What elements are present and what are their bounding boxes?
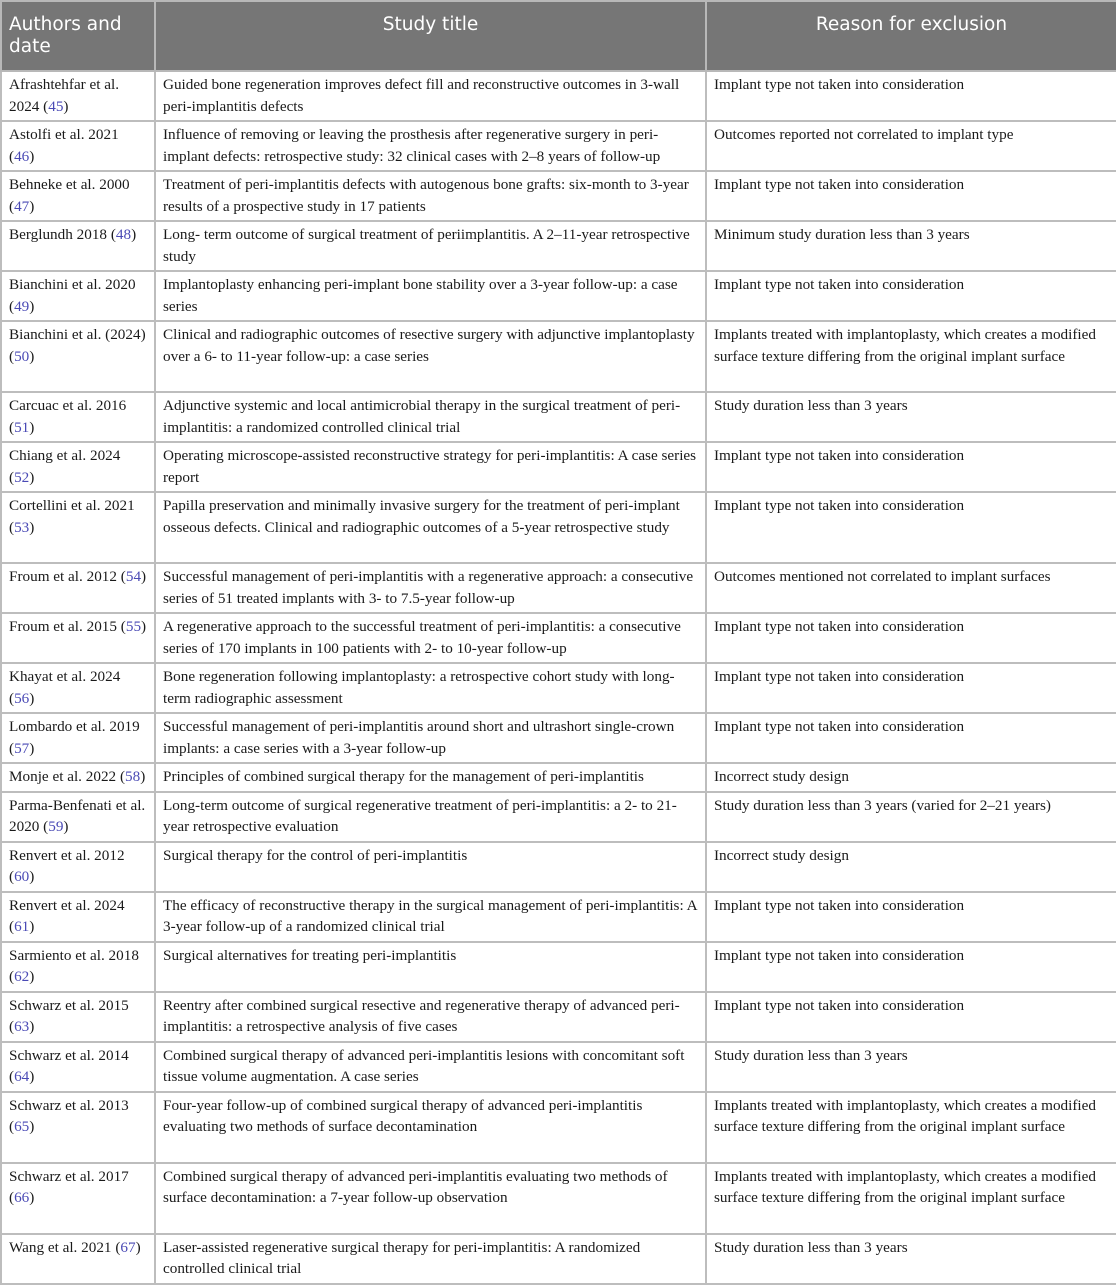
cell-authors-and-date: Schwarz et al. 2014 (64) <box>1 1042 155 1092</box>
table-row <box>1 321 1116 392</box>
cell-study-title: Combined surgical therapy of advanced peri-implantitis evaluating two methods of surface decontamination: a 7-year follow-up observation <box>155 1163 706 1234</box>
table-row <box>1 942 1116 992</box>
cell-reason-for-exclusion: Implant type not taken into consideration <box>706 713 1116 763</box>
reference-link[interactable]: 63 <box>14 1018 30 1035</box>
cell-reason-for-exclusion: Implant type not taken into consideration <box>706 442 1116 492</box>
author-text: Wang et al. 2021 <box>9 1238 112 1256</box>
cell-authors-and-date: Parma-Benfenati et al. 2020 (59) <box>1 792 155 842</box>
author-text: Afrashtehfar et al. 2024 <box>9 76 120 115</box>
table-row <box>1 492 1116 563</box>
cell-study-title: Principles of combined surgical therapy for the management of peri-implantitis <box>155 763 706 792</box>
cell-reason-for-exclusion: Study duration less than 3 years (varied for 2–21 years) <box>706 792 1116 842</box>
cell-authors-and-date: Wang et al. 2021 (67) <box>1 1234 155 1284</box>
cell-reason-for-exclusion: Implant type not taken into consideration <box>706 663 1116 713</box>
author-text: Lombardo et al. 2019 <box>9 718 140 735</box>
cell-authors-and-date: Schwarz et al. 2013 (65) <box>1 1092 155 1163</box>
cell-reason-for-exclusion: Implant type not taken into consideration <box>706 992 1116 1042</box>
table-row <box>1 71 1116 121</box>
author-text: Froum et al. 2015 <box>9 618 117 635</box>
cell-reason-for-exclusion: Outcomes reported not correlated to implant type <box>706 121 1116 171</box>
cell-study-title: Papilla preservation and minimally invasive surgery for the treatment of peri-implant osseous defects. Clinical and radiographic outcomes of a 5-year retrospective study <box>155 492 706 563</box>
table-row <box>1 392 1116 442</box>
table-row <box>1 121 1116 171</box>
table-row <box>1 613 1116 663</box>
table-header-row <box>1 1 1116 71</box>
cell-study-title: Long-term outcome of surgical regenerative treatment of peri-implantitis: a 2- to 21-year retrospective evaluation <box>155 792 706 842</box>
cell-reason-for-exclusion: Study duration less than 3 years <box>706 1234 1116 1284</box>
cell-study-title: Operating microscope-assisted reconstructive strategy for peri-implantitis: A case series report <box>155 442 706 492</box>
reference-link[interactable]: 57 <box>14 739 30 757</box>
table-row <box>1 1042 1116 1092</box>
author-text: Sarmiento et al. 2018 <box>9 946 139 964</box>
cell-reason-for-exclusion: Study duration less than 3 years <box>706 1042 1116 1092</box>
author-text: Schwarz et al. 2017 <box>9 1167 129 1185</box>
cell-study-title: Laser-assisted regenerative surgical therapy for peri-implantitis: A randomized controlled clinical trial <box>155 1234 706 1284</box>
cell-authors-and-date: Lombardo et al. 2019 (57) <box>1 713 155 763</box>
cell-authors-and-date: Berglundh 2018 (48) <box>1 221 155 271</box>
cell-authors-and-date: Chiang et al. 2024 (52) <box>1 442 155 492</box>
reference-link[interactable]: 45 <box>48 97 64 115</box>
reference-link[interactable]: 51 <box>14 418 30 436</box>
cell-study-title: Successful management of peri-implantitis with a regenerative approach: a consecutive series of 51 treated implants with 3- to 7.5-year follow-up <box>155 563 706 613</box>
author-text: Parma-Benfenati et al. 2020 <box>9 796 146 835</box>
author-text: Berglundh 2018 <box>9 226 108 243</box>
cell-authors-and-date: Khayat et al. 2024 (56) <box>1 663 155 713</box>
reference-link[interactable]: 47 <box>14 197 30 215</box>
table-row <box>1 992 1116 1042</box>
author-text: Behneke et al. 2000 <box>9 176 130 193</box>
cell-authors-and-date: Froum et al. 2012 (54) <box>1 563 155 613</box>
table-body <box>1 71 1116 1284</box>
reference-link[interactable]: 55 <box>125 618 142 635</box>
cell-study-title: Implantoplasty enhancing peri-implant bone stability over a 3-year follow-up: a case series <box>155 271 706 321</box>
cell-reason-for-exclusion: Incorrect study design <box>706 842 1116 892</box>
reference-link[interactable]: 66 <box>14 1189 30 1206</box>
author-text: Froum et al. 2012 <box>9 568 117 585</box>
cell-study-title: Treatment of peri-implantitis defects with autogenous bone grafts: six-month to 3-year results of a prospective study in 17 patients <box>155 171 706 221</box>
cell-study-title: Clinical and radiographic outcomes of resective surgery with adjunctive implantoplasty over a 6- to 11-year follow-up: a case series <box>155 321 706 392</box>
table-row <box>1 842 1116 892</box>
table-row <box>1 563 1116 613</box>
cell-authors-and-date: Froum et al. 2015 (55) <box>1 613 155 663</box>
cell-reason-for-exclusion: Implant type not taken into consideration <box>706 71 1116 121</box>
table-row <box>1 892 1116 942</box>
cell-study-title: Influence of removing or leaving the prosthesis after regenerative surgery in peri-implant defects: retrospective study: 32 clinical cases with 2–8 years of follow-up <box>155 121 706 171</box>
table-row <box>1 1163 1116 1234</box>
reference-link[interactable]: 46 <box>14 147 30 165</box>
reference-link[interactable]: 60 <box>14 868 30 885</box>
cell-study-title: Guided bone regeneration improves defect fill and reconstructive outcomes in 3-wall peri-implantitis defects <box>155 71 706 121</box>
cell-authors-and-date: Renvert et al. 2012 (60) <box>1 842 155 892</box>
table-row <box>1 221 1116 271</box>
cell-reason-for-exclusion: Implant type not taken into consideration <box>706 171 1116 221</box>
header-study-title: Study title <box>155 1 706 71</box>
table-row <box>1 763 1116 792</box>
cell-study-title: Bone regeneration following implantoplasty: a retrospective cohort study with long-term radiographic assessment <box>155 663 706 713</box>
table-row <box>1 713 1116 763</box>
cell-study-title: Surgical alternatives for treating peri-implantitis <box>155 942 706 992</box>
author-text: Monje et al. 2022 <box>9 768 117 785</box>
cell-authors-and-date: Schwarz et al. 2017 (66) <box>1 1163 155 1234</box>
author-text: Schwarz et al. 2013 <box>9 1096 129 1114</box>
author-text: Schwarz et al. 2014 <box>9 1046 129 1064</box>
author-text: Bianchini et al. 2020 <box>9 276 136 293</box>
author-text: Bianchini et al. (2024) <box>9 326 146 343</box>
cell-reason-for-exclusion: Study duration less than 3 years <box>706 392 1116 442</box>
cell-study-title: Successful management of peri-implantitis around short and ultrashort single-crown implants: a case series with a 3-year follow-up <box>155 713 706 763</box>
cell-reason-for-exclusion: Minimum study duration less than 3 years <box>706 221 1116 271</box>
reference-link[interactable]: 67 <box>120 1238 136 1256</box>
cell-reason-for-exclusion: Implants treated with implantoplasty, which creates a modified surface texture differing from the original implant surface <box>706 1163 1116 1234</box>
reference-link[interactable]: 61 <box>14 918 30 935</box>
cell-reason-for-exclusion: Implants treated with implantoplasty, which creates a modified surface texture differing from the original implant surface <box>706 321 1116 392</box>
table-row <box>1 792 1116 842</box>
header-authors-and-date: Authors and date <box>1 1 155 71</box>
reference-link[interactable]: 48 <box>115 226 132 243</box>
author-text: Chiang et al. 2024 <box>9 447 121 464</box>
reference-link[interactable]: 54 <box>125 568 142 585</box>
reference-link[interactable]: 59 <box>48 818 64 835</box>
author-text: Khayat et al. 2024 <box>9 668 121 685</box>
cell-authors-and-date: Bianchini et al. (2024) (50) <box>1 321 155 392</box>
cell-study-title: A regenerative approach to the successful treatment of peri-implantitis: a consecutive series of 170 implants in 100 patients with 2- to 10-year follow-up <box>155 613 706 663</box>
cell-authors-and-date: Afrashtehfar et al. 2024 (45) <box>1 71 155 121</box>
author-text: Schwarz et al. 2015 <box>9 996 129 1014</box>
cell-study-title: Combined surgical therapy of advanced peri-implantitis lesions with concomitant soft tissue volume augmentation. A case series <box>155 1042 706 1092</box>
cell-authors-and-date: Sarmiento et al. 2018 (62) <box>1 942 155 992</box>
cell-study-title: The efficacy of reconstructive therapy in the surgical management of peri-implantitis: A 3-year follow-up of a randomized clinical trial <box>155 892 706 942</box>
cell-authors-and-date: Bianchini et al. 2020 (49) <box>1 271 155 321</box>
author-text: Renvert et al. 2024 <box>9 896 125 914</box>
table-row <box>1 663 1116 713</box>
cell-study-title: Surgical therapy for the control of peri-implantitis <box>155 842 706 892</box>
author-text: Carcuac et al. 2016 <box>9 397 127 414</box>
cell-study-title: Reentry after combined surgical resective and regenerative therapy of advanced peri-implantitis: a retrospective analysis of five cases <box>155 992 706 1042</box>
cell-reason-for-exclusion: Implant type not taken into consideration <box>706 892 1116 942</box>
cell-authors-and-date: Schwarz et al. 2015 (63) <box>1 992 155 1042</box>
cell-reason-for-exclusion: Implant type not taken into consideration <box>706 942 1116 992</box>
author-text: Cortellini et al. 2021 <box>9 497 135 514</box>
table-row <box>1 271 1116 321</box>
cell-reason-for-exclusion: Implant type not taken into consideration <box>706 613 1116 663</box>
reference-link[interactable]: 53 <box>14 518 30 536</box>
cell-study-title: Long- term outcome of surgical treatment of periimplantitis. A 2–11-year retrospective study <box>155 221 706 271</box>
table-row <box>1 442 1116 492</box>
cell-authors-and-date: Behneke et al. 2000 (47) <box>1 171 155 221</box>
cell-authors-and-date: Cortellini et al. 2021 (53) <box>1 492 155 563</box>
table-row <box>1 1092 1116 1163</box>
cell-reason-for-exclusion: Incorrect study design <box>706 763 1116 792</box>
cell-authors-and-date: Carcuac et al. 2016 (51) <box>1 392 155 442</box>
reference-link[interactable]: 52 <box>14 468 30 486</box>
author-text: Renvert et al. 2012 <box>9 846 125 864</box>
reference-link[interactable]: 58 <box>125 768 141 785</box>
cell-reason-for-exclusion: Implant type not taken into consideration <box>706 271 1116 321</box>
table-row <box>1 1234 1116 1284</box>
header-reason-for-exclusion: Reason for exclusion <box>706 1 1116 71</box>
cell-study-title: Four-year follow-up of combined surgical therapy of advanced peri-implantitis evaluating two methods of surface decontamination <box>155 1092 706 1163</box>
cell-study-title: Adjunctive systemic and local antimicrobial therapy in the surgical treatment of peri-implantitis: a randomized controlled clinical trial <box>155 392 706 442</box>
reference-link[interactable]: 64 <box>14 1068 30 1085</box>
cell-authors-and-date: Renvert et al. 2024 (61) <box>1 892 155 942</box>
reference-link[interactable]: 49 <box>14 297 30 315</box>
reference-link[interactable]: 50 <box>14 347 30 365</box>
cell-reason-for-exclusion: Implants treated with implantoplasty, which creates a modified surface texture differing from the original implant surface <box>706 1092 1116 1163</box>
cell-authors-and-date: Monje et al. 2022 (58) <box>1 763 155 792</box>
author-text: Astolfi et al. 2021 <box>9 126 119 143</box>
cell-reason-for-exclusion: Implant type not taken into consideration <box>706 492 1116 563</box>
table-row <box>1 171 1116 221</box>
cell-reason-for-exclusion: Outcomes mentioned not correlated to implant surfaces <box>706 563 1116 613</box>
cell-authors-and-date: Astolfi et al. 2021 (46) <box>1 121 155 171</box>
reference-link[interactable]: 56 <box>14 689 30 707</box>
reference-link[interactable]: 62 <box>14 968 30 985</box>
reference-link[interactable]: 65 <box>14 1118 30 1135</box>
